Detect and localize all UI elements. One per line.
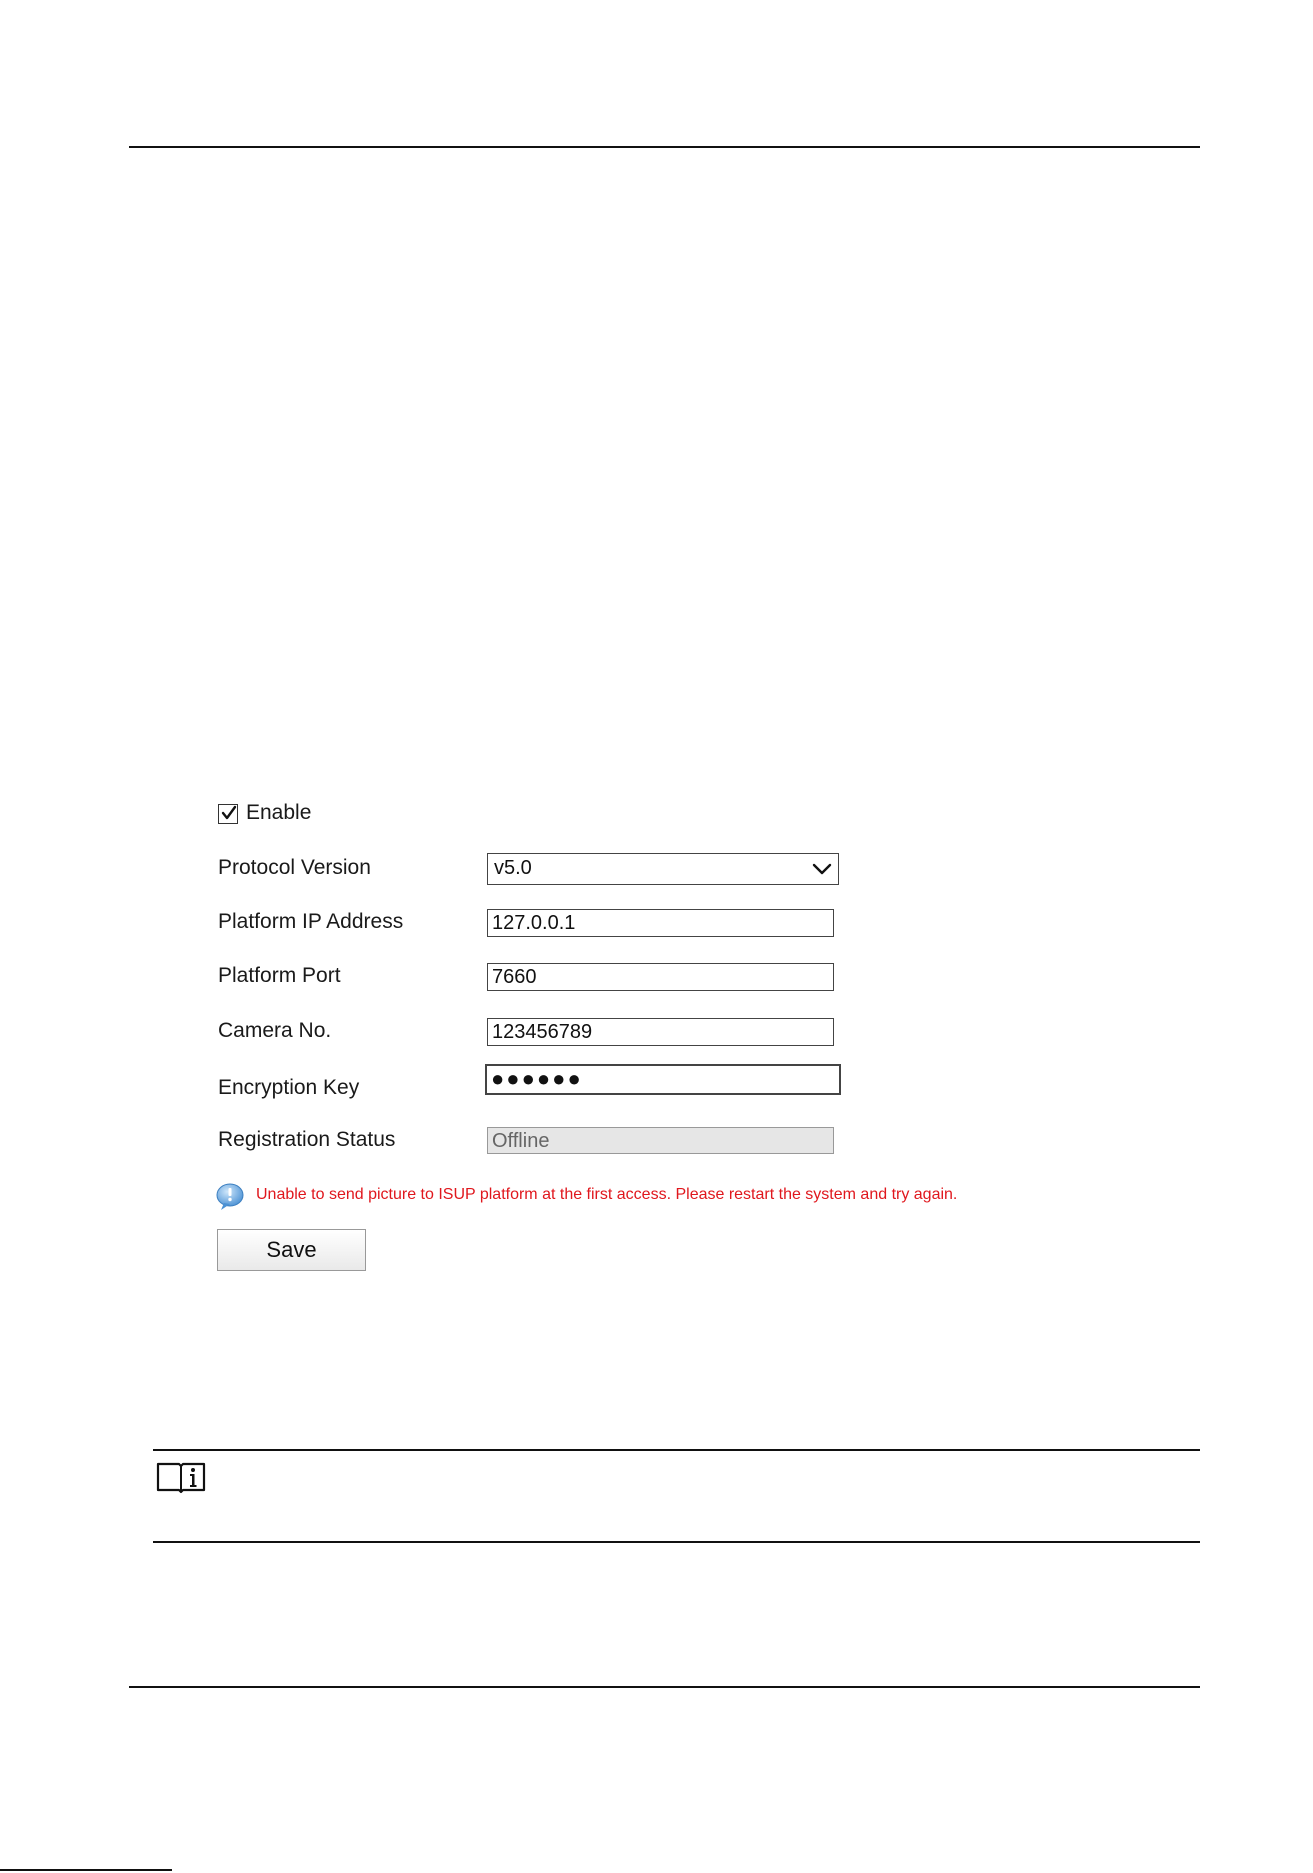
- platform-port-label: Platform Port: [218, 964, 341, 987]
- enable-checkbox[interactable]: [218, 804, 238, 824]
- platform-ip-label: Platform IP Address: [218, 910, 404, 933]
- camera-no-input[interactable]: 123456789: [487, 1018, 834, 1046]
- checkmark-icon: [220, 804, 238, 822]
- book-info-icon: [155, 1460, 207, 1494]
- platform-ip-input[interactable]: 127.0.0.1: [487, 909, 834, 937]
- footer-rule: [129, 1686, 1200, 1688]
- note-bottom-rule: [153, 1541, 1200, 1543]
- note-top-rule: [153, 1449, 1200, 1451]
- encryption-key-input[interactable]: ●●●●●●: [485, 1064, 841, 1095]
- registration-status-label: Registration Status: [218, 1128, 396, 1151]
- protocol-version-value: v5.0: [494, 857, 532, 879]
- camera-no-label: Camera No.: [218, 1019, 332, 1042]
- header-rule: [129, 146, 1200, 148]
- platform-port-input[interactable]: 7660: [487, 963, 834, 991]
- enable-label: Enable: [246, 801, 312, 824]
- info-bubble-icon: [215, 1182, 247, 1212]
- save-button[interactable]: Save: [217, 1229, 366, 1271]
- registration-status-field: Offline: [487, 1127, 834, 1154]
- encryption-key-label: Encryption Key: [218, 1076, 360, 1099]
- warning-text: Unable to send picture to ISUP platform at the first access. Please restart the system and try again.: [256, 1186, 958, 1203]
- protocol-version-label: Protocol Version: [218, 856, 371, 879]
- chevron-down-icon: [812, 862, 832, 876]
- protocol-version-select[interactable]: [487, 853, 839, 885]
- page-edge-rule: [0, 1869, 172, 1871]
